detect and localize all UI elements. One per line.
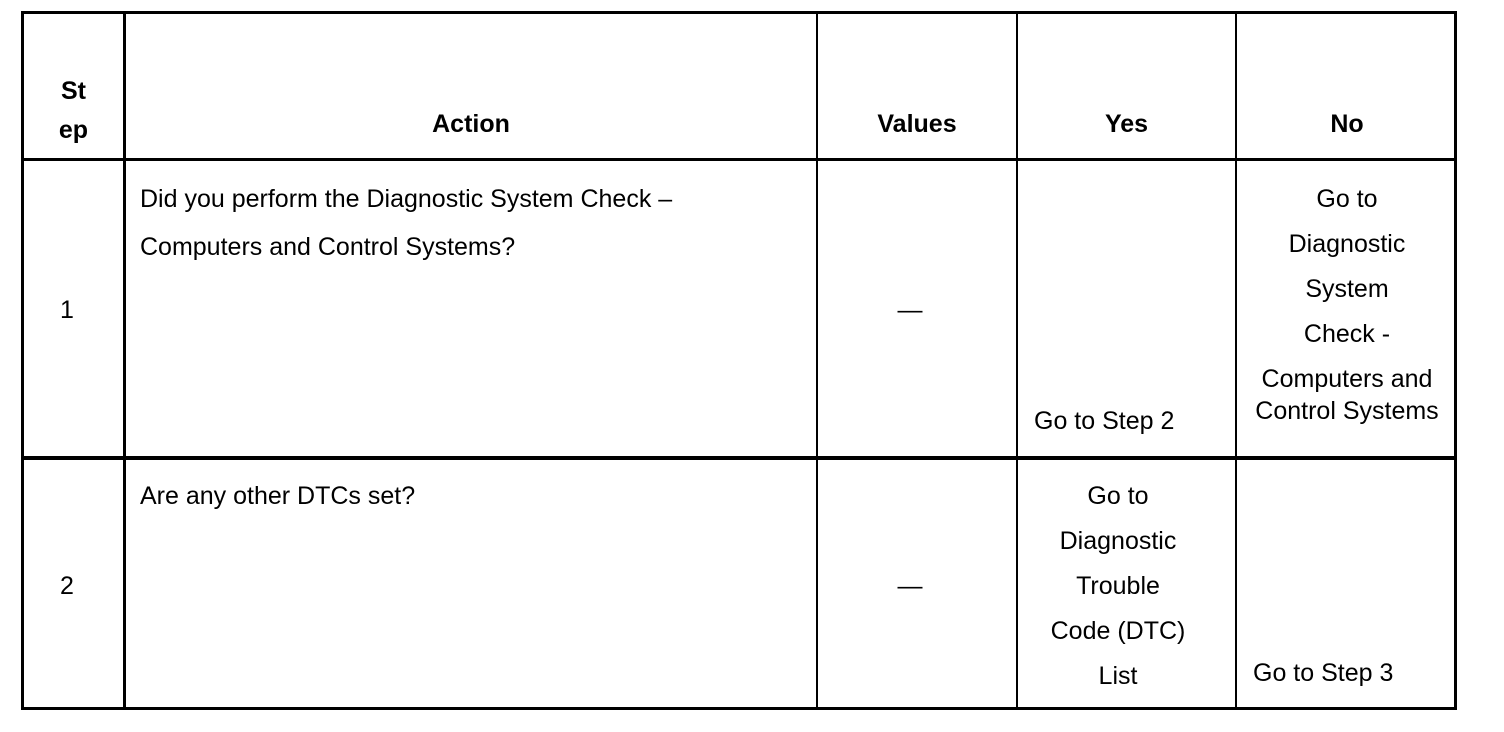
action-line: Computers and Control Systems? [140,233,516,261]
no-line: Computers and [1261,365,1433,393]
action-text [140,177,672,270]
yes-line: Go to [1087,482,1149,510]
step-number: 2 [60,572,74,600]
yes-line: Code (DTC) [1050,617,1186,645]
header-step [24,72,123,150]
no-line: System [1305,275,1389,303]
header-step-line: St [61,77,86,105]
no-cell [1240,177,1454,425]
no-line: Control Systems [1255,397,1439,425]
row-divider [24,456,1454,460]
no-cell: Go to Step 3 [1253,659,1394,687]
row-divider [24,158,1454,161]
no-line: Check - [1303,320,1391,348]
header-values: Values [877,110,957,138]
header-action: Action [432,110,510,138]
yes-line: Diagnostic [1059,527,1177,555]
yes-cell: Go to Step 2 [1034,407,1175,435]
action-line: Are any other DTCs set? [140,482,416,510]
header-no: No [1330,110,1364,138]
no-line: Diagnostic [1288,230,1406,258]
action-line: Did you perform the Diagnostic System Check – [140,185,673,213]
step-number: 1 [60,296,74,324]
yes-line: List [1098,662,1138,690]
values-cell: — [897,296,923,324]
yes-cell [1018,474,1218,699]
no-line: Go to [1316,185,1378,213]
action-text [140,474,415,519]
diagnostic-table [21,11,1457,710]
header-yes: Yes [1104,110,1149,138]
header-step-line: ep [58,116,89,144]
yes-line: Trouble [1076,572,1160,600]
values-cell: — [897,572,923,600]
